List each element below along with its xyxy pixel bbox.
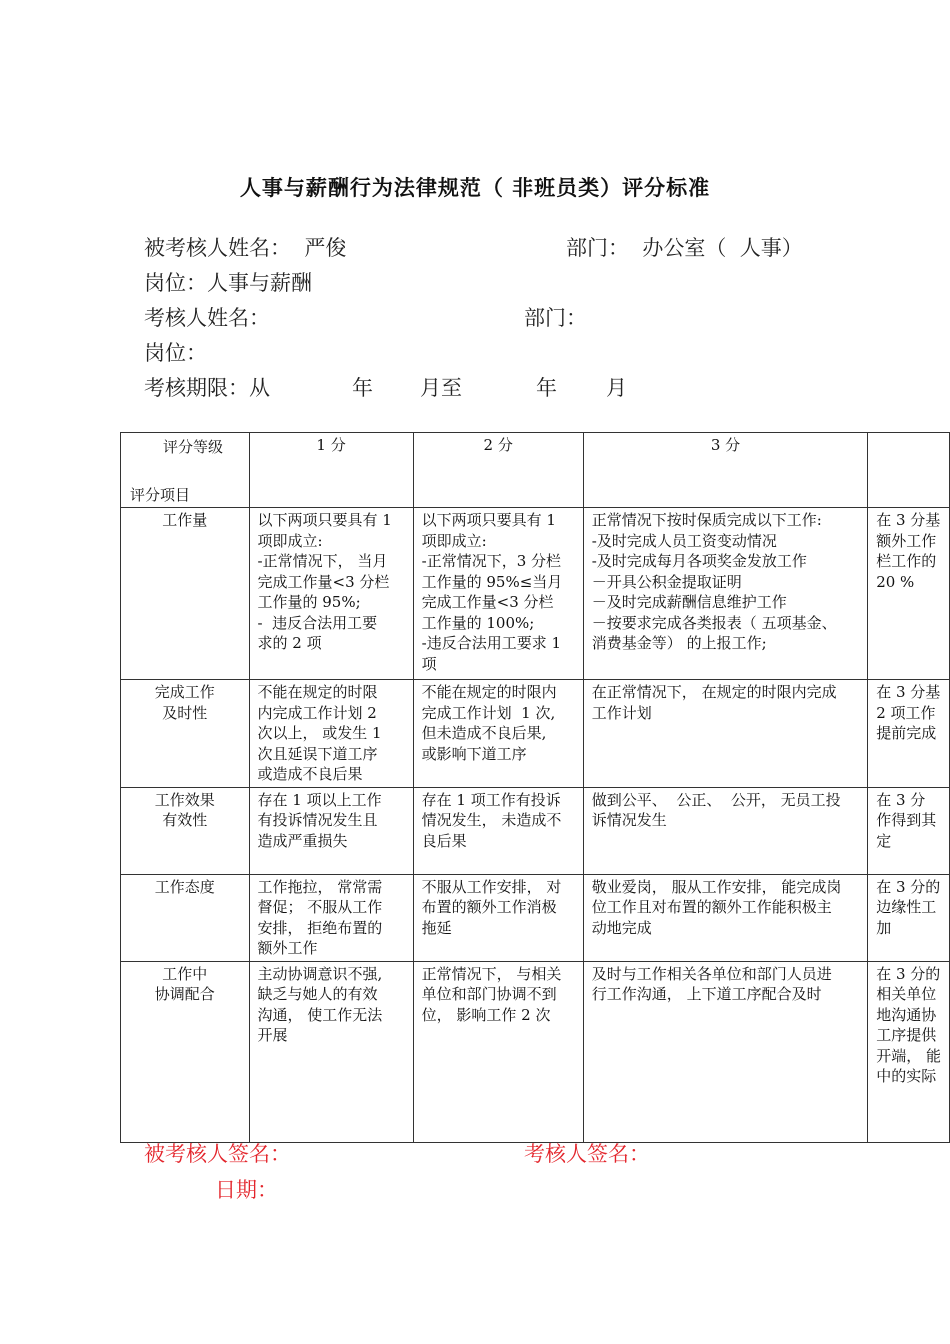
cell-line: 位， 影响工作 2 次: [421, 1005, 551, 1024]
cell-line: 以下两项只要具有 1: [421, 511, 556, 529]
cell-line: 提前完成: [876, 724, 937, 742]
cell-line: 行工作沟通， 上下道工序配合及时: [591, 985, 822, 1003]
cell-line: 正常情况下按时保质完成以下工作:: [591, 511, 822, 529]
cell-line: 存在 1 项工作有投诉: [421, 790, 561, 809]
cell-line: 工作拖拉， 常常需: [257, 877, 383, 896]
cell-line: - 违反合法用工要: [257, 613, 378, 632]
row-item-text: 工作态度: [154, 877, 215, 896]
table-row: [121, 874, 950, 961]
grade-header-1: 1 分: [249, 433, 413, 508]
date-label: 日期：: [215, 1178, 278, 1202]
cell-line: 不能在规定的时限内: [421, 683, 557, 701]
cell-line: 额外工作: [876, 531, 937, 550]
cell-line: 主动协调意识不强,: [257, 964, 383, 983]
cell-line: 20 %: [876, 572, 915, 591]
cell-grade-1: [249, 787, 413, 874]
cell-line: 工作量的 95%≤当月: [421, 572, 563, 591]
examiner-name: 考核人姓名：: [144, 306, 270, 330]
cell-line: 敬业爱岗， 服从工作安排， 能完成岗: [591, 877, 842, 896]
cell-line: 及时与工作相关各单位和部门人员进: [591, 964, 832, 983]
cell-line: -违反合法用工要求 1: [421, 634, 562, 652]
examinee-signature-label: 被考核人签名：: [144, 1142, 291, 1166]
cell-line: 有投诉情况发生且: [257, 811, 378, 829]
row-item-text: 工作中: [162, 964, 208, 983]
cell-line: 良后果: [421, 831, 467, 850]
cell-line: 项即成立:: [421, 531, 487, 550]
corner-cell: [121, 433, 250, 508]
row-item-text: 工作效果: [154, 790, 215, 809]
cell-line: 造成严重损失: [257, 831, 348, 850]
cell-line: －及时完成薪酬信息维护工作: [591, 593, 787, 611]
cell-line: 完成工作量<3 分栏: [421, 593, 554, 611]
cell-grade-1: [249, 508, 413, 680]
cell-grade-2: [413, 874, 583, 961]
cell-line: 情况发生， 未造成不: [421, 811, 562, 829]
cell-line: 动地完成: [591, 918, 652, 937]
cell-line: 在 3 分: [876, 790, 926, 809]
grade-header-3: 3 分: [583, 433, 867, 508]
cell-grade-4: [868, 787, 950, 874]
cell-grade-4: [868, 961, 950, 1142]
cell-line: 做到公平、 公正、 公开， 无员工投: [591, 790, 841, 809]
cell-grade-4: [868, 680, 950, 788]
cell-line: 求的 2 项: [257, 634, 322, 652]
cell-line: 完成工作量<3 分栏: [257, 572, 390, 591]
cell-line: 开端， 能: [876, 1046, 941, 1065]
cell-line: －开具公积金提取证明: [591, 572, 742, 591]
cell-grade-1: [249, 961, 413, 1142]
row-item-text: 有效性: [162, 811, 208, 829]
cell-line: 存在 1 项以上工作: [257, 790, 382, 809]
row-item-effectiveness: [121, 787, 250, 874]
row-item-text: 及时性: [162, 703, 208, 722]
cell-line: 栏工作的: [876, 552, 937, 570]
cell-line: -正常情况下， 当月: [257, 552, 388, 570]
cell-line: 缺乏与她人的有效: [257, 985, 378, 1003]
row-item-coordination: [121, 961, 250, 1142]
cell-line: 次且延误下道工序: [257, 744, 378, 763]
cell-line: 次以上， 或发生 1: [257, 724, 382, 742]
cell-line: 或造成不良后果: [257, 765, 363, 783]
row-item-workload: [121, 508, 250, 680]
table-row: [121, 680, 950, 788]
cell-grade-1: [249, 680, 413, 788]
cell-line: 布置的额外工作消极: [421, 898, 557, 916]
cell-line: -正常情况下，3 分栏: [421, 552, 562, 570]
row-item-text: 完成工作: [154, 683, 215, 701]
period-label: 考核期限：从: [144, 376, 270, 400]
cell-line: 加: [876, 918, 892, 937]
table-row: [121, 961, 950, 1142]
cell-line: 额外工作: [257, 939, 318, 957]
cell-grade-2: [413, 961, 583, 1142]
grade-axis-label: 评分等级: [163, 438, 224, 456]
examiner-signature-label: 考核人签名：: [524, 1142, 650, 1166]
document-title: 人事与薪酬行为法律规范（ 非班员类）评分标准: [239, 176, 711, 200]
period-month: 月: [606, 376, 627, 400]
cell-line: 在 3 分的: [876, 877, 941, 896]
cell-grade-3: [583, 874, 867, 961]
period-month-to: 月至: [420, 376, 462, 400]
row-item-timeliness: [121, 680, 250, 788]
cell-line: 在 3 分基: [876, 511, 941, 529]
cell-line: 2 项工作: [876, 703, 936, 722]
cell-line: 作得到其: [876, 811, 937, 829]
examinee-post: 岗位：人事与薪酬: [144, 271, 312, 295]
row-item-text: 协调配合: [154, 985, 215, 1003]
row-item-attitude: [121, 874, 250, 961]
table-row: [121, 508, 950, 680]
cell-line: 安排， 拒绝布置的: [257, 918, 383, 937]
grade-header-2: 2 分: [413, 433, 583, 508]
cell-line: 开展: [257, 1026, 288, 1044]
cell-line: 消费基金等） 的上报工作;: [591, 634, 767, 652]
row-item-text: 工作量: [162, 511, 208, 529]
cell-line: 工作量的 100%;: [421, 613, 535, 632]
cell-line: 工作计划: [591, 703, 652, 722]
cell-line: 正常情况下， 与相关: [421, 964, 562, 983]
cell-line: -及时完成人员工资变动情况: [591, 531, 777, 550]
cell-grade-4: [868, 874, 950, 961]
cell-grade-1: [249, 874, 413, 961]
cell-line: 督促； 不服从工作: [257, 898, 383, 916]
cell-line: 在正常情况下， 在规定的时限内完成: [591, 683, 837, 701]
cell-line: 诉情况发生: [591, 811, 667, 829]
cell-line: 在 3 分基: [876, 683, 941, 701]
period-year-from: 年: [352, 376, 373, 400]
cell-line: 工作量的 95%;: [257, 593, 361, 611]
examiner-department: 部门：: [524, 306, 587, 330]
scoring-table: [120, 432, 950, 1143]
cell-line: 拖延: [421, 918, 452, 937]
cell-grade-3: [583, 787, 867, 874]
cell-grade-4: [868, 508, 950, 680]
cell-line: 定: [876, 831, 892, 850]
cell-line: -及时完成每月各项奖金发放工作: [591, 552, 807, 570]
cell-line: 沟通， 使工作无法: [257, 1005, 383, 1024]
cell-line: 完成工作计划 1 次,: [421, 703, 556, 722]
period-year-to: 年: [536, 376, 557, 400]
cell-grade-3: [583, 680, 867, 788]
cell-line: 工序提供: [876, 1026, 937, 1044]
cell-line: 但未造成不良后果,: [421, 724, 547, 742]
cell-grade-2: [413, 680, 583, 788]
cell-line: 单位和部门协调不到: [421, 985, 557, 1003]
cell-line: 不服从工作安排， 对: [421, 877, 562, 896]
cell-line: 边缘性工: [876, 898, 937, 916]
cell-line: 不能在规定的时限: [257, 683, 378, 701]
cell-line: －按要求完成各类报表（ 五项基金、: [591, 613, 837, 632]
cell-grade-3: [583, 508, 867, 680]
cell-line: 地沟通协: [876, 1005, 937, 1024]
table-row: [121, 787, 950, 874]
cell-line: 在 3 分的: [876, 964, 941, 983]
examinee-department: 部门： 办公室（ 人事）: [566, 236, 803, 260]
cell-grade-2: [413, 787, 583, 874]
header-row: [121, 433, 950, 508]
examinee-name: 被考核人姓名： 严俊: [144, 236, 347, 260]
cell-line: 相关单位: [876, 985, 937, 1003]
examiner-post: 岗位：: [144, 341, 207, 365]
cell-line: 项即成立:: [257, 531, 323, 550]
cell-grade-3: [583, 961, 867, 1142]
cell-line: 项: [421, 654, 437, 673]
grade-header-4: [868, 433, 950, 508]
cell-line: 以下两项只要具有 1: [257, 511, 392, 529]
item-axis-label: 评分项目: [130, 486, 191, 504]
cell-grade-2: [413, 508, 583, 680]
cell-line: 位工作且对布置的额外工作能积极主: [591, 898, 832, 916]
cell-line: 内完成工作计划 2: [257, 703, 377, 722]
cell-line: 中的实际: [876, 1067, 937, 1085]
cell-line: 或影响下道工序: [421, 744, 527, 763]
